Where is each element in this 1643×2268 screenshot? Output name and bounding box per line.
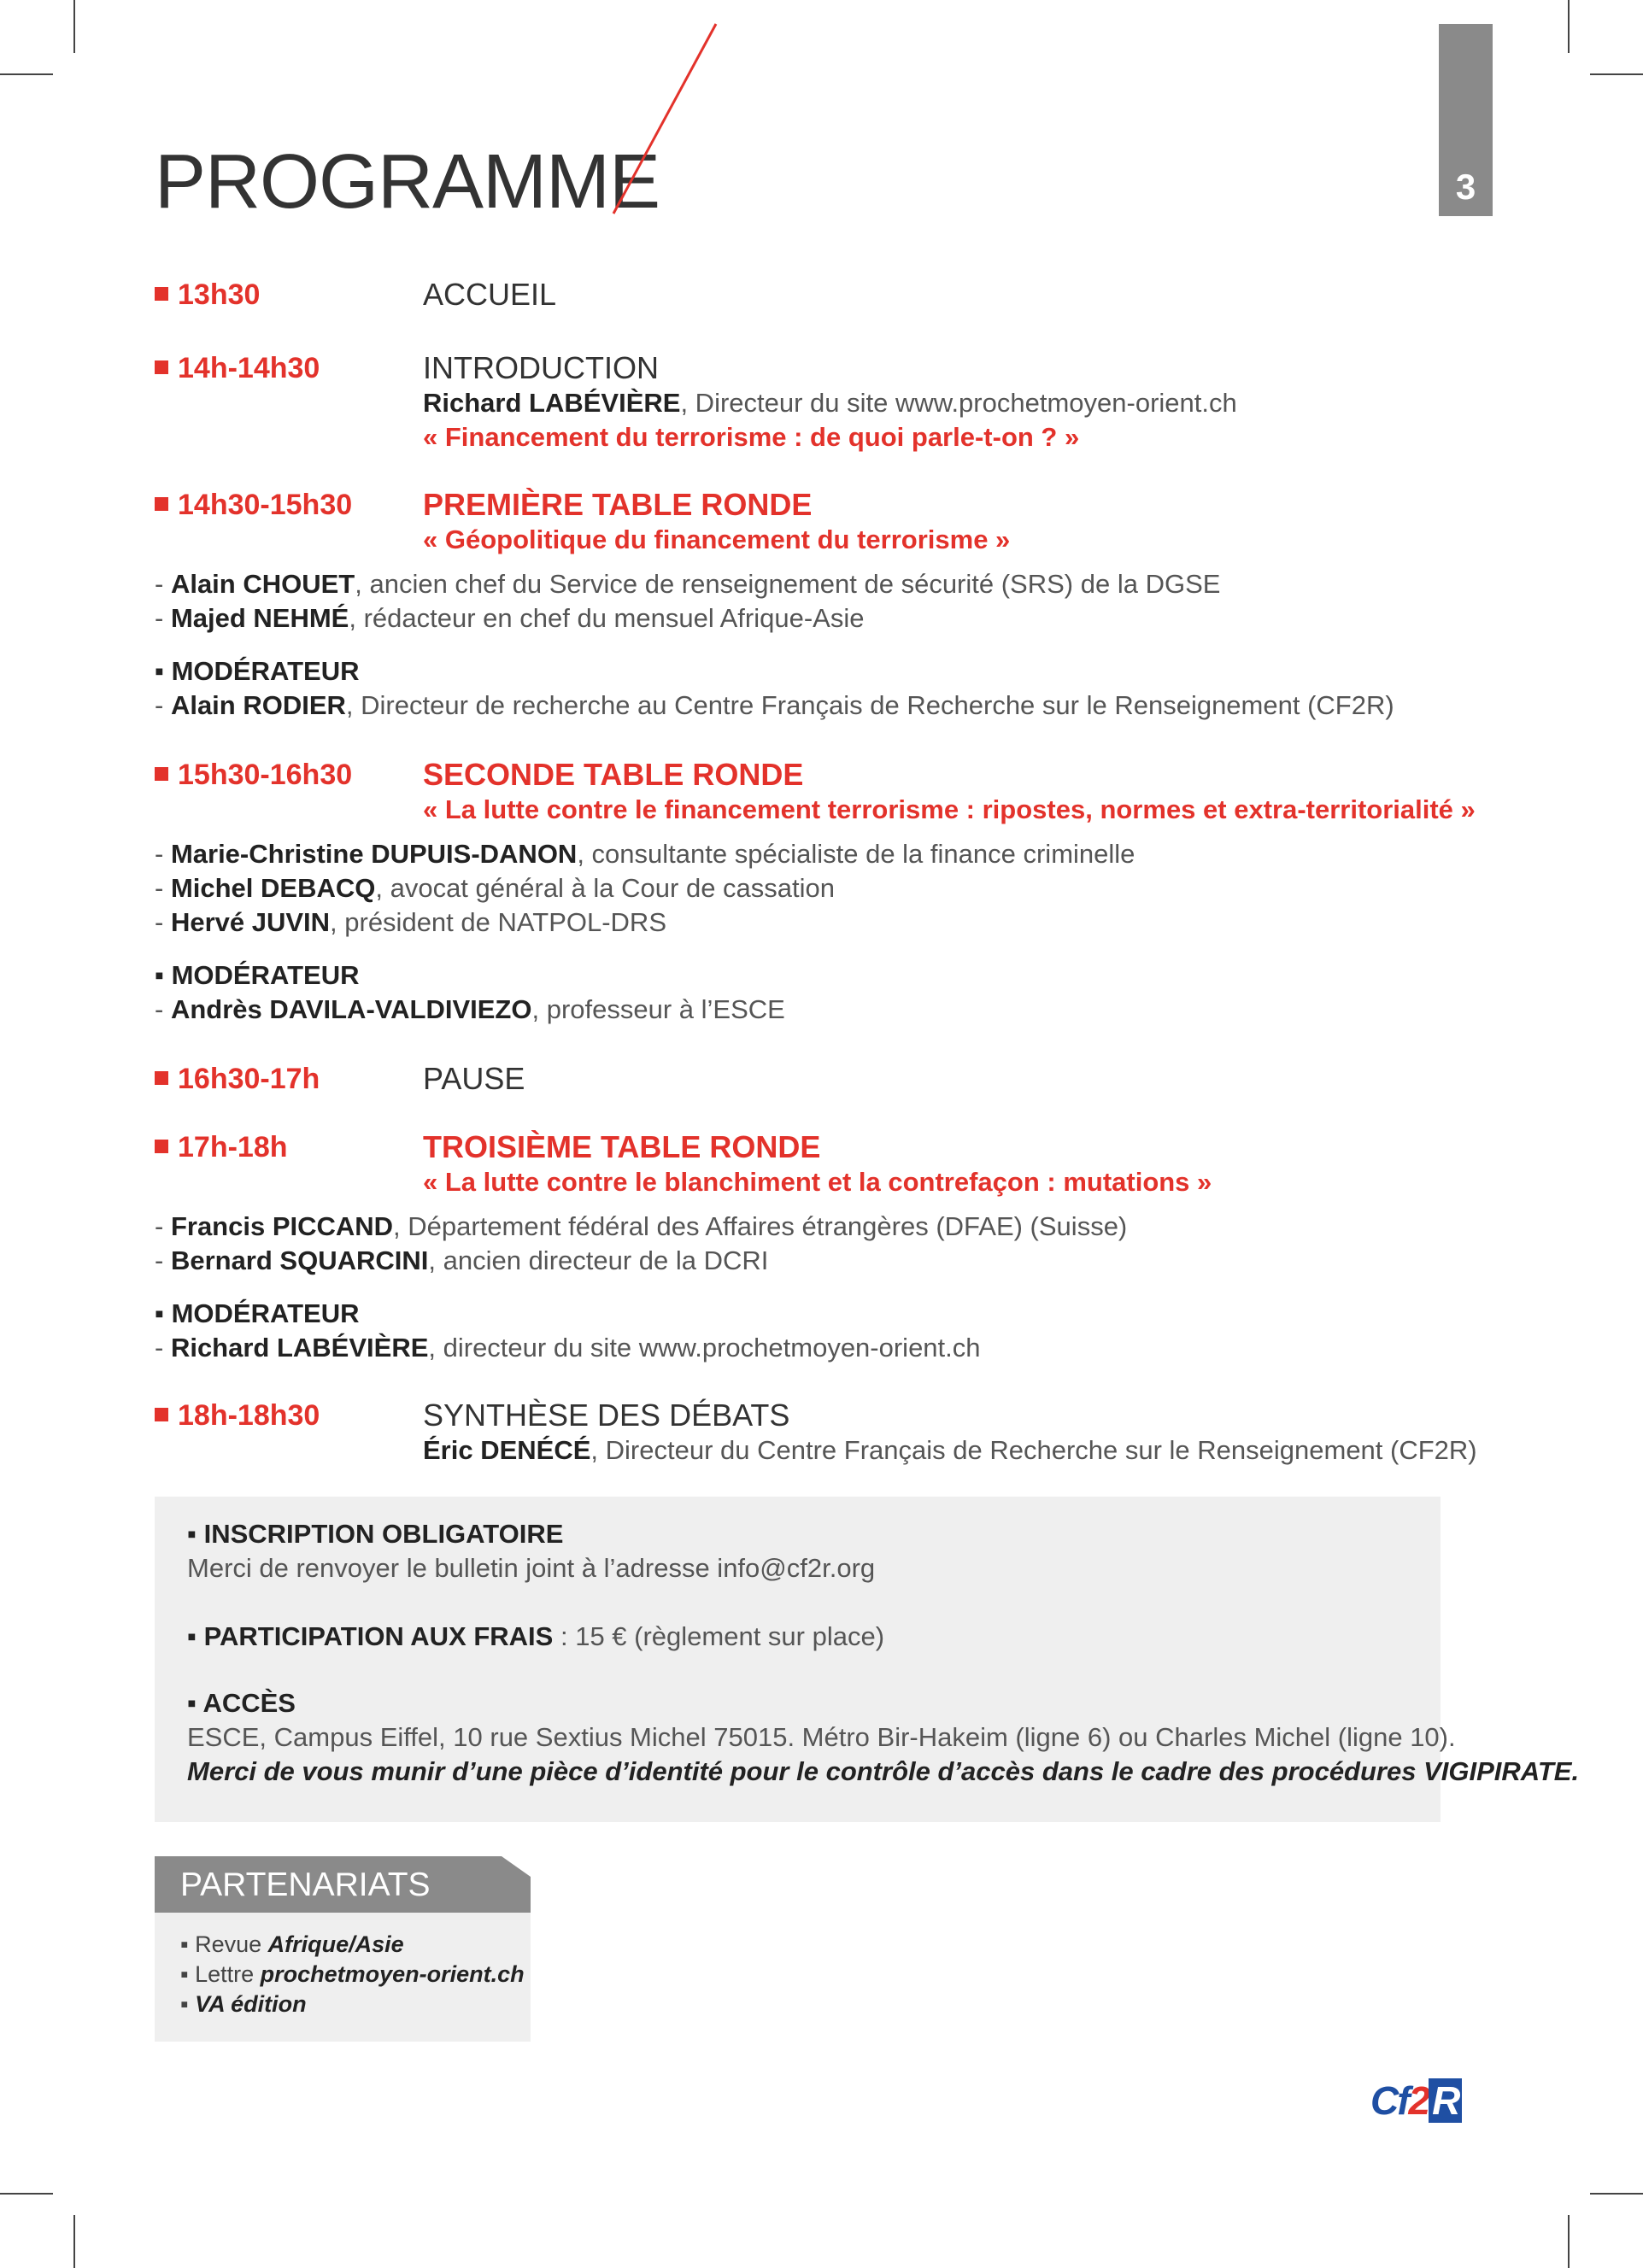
info-box [155, 1497, 1580, 1822]
schedule-time: 14h-14h30 [178, 352, 320, 384]
crop-mark [1590, 2193, 1643, 2195]
corner-notch [502, 1856, 531, 1877]
moderator-name: Andrès DAVILA-VALDIVIEZO [170, 994, 532, 1024]
session-quote: « La lutte contre le financement terrorisme : ripostes, normes et extra-territorialité » [423, 794, 1476, 824]
list-item: ▪ Lettre prochetmoyen-orient.ch [180, 1961, 525, 1987]
frais-text: : 15 € (règlement sur place) [553, 1621, 885, 1651]
participant-role: , avocat général à la Cour de cassation [375, 873, 836, 903]
speaker-name: Éric DENÉCÉ [423, 1435, 591, 1465]
partners-title: PARTENARIATS [180, 1867, 431, 1903]
crop-mark [73, 2215, 75, 2268]
crop-mark [1590, 73, 1643, 75]
speaker-line [423, 388, 1237, 419]
participant-role: , Département fédéral des Affaires étrangères (DFAE) (Suisse) [393, 1211, 1128, 1241]
schedule-time: 17h-18h [178, 1131, 288, 1163]
partner-name: Afrique/Asie [267, 1931, 404, 1957]
bullet-square-icon [155, 767, 168, 781]
partner-name: prochetmoyen-orient.ch [260, 1961, 525, 1987]
partners-list [155, 1913, 531, 2042]
participant-name: Majed NEHMÉ [170, 603, 349, 633]
page-title: PROGRAMME [155, 139, 660, 225]
partner-name: VA édition [195, 1991, 307, 2017]
partners-header [155, 1856, 531, 1913]
crop-mark [1568, 0, 1570, 53]
participant-name: Bernard SQUARCINI [170, 1245, 429, 1275]
moderator-line: - Alain RODIER, Directeur de recherche au Centre Français de Recherche sur le Renseignement (CF2R) [155, 690, 1394, 720]
moderator-role: , Directeur de recherche au Centre Français de Recherche sur le Renseignement (CF2R) [345, 690, 1394, 720]
bullet-square-icon [155, 360, 168, 374]
session-quote: « La lutte contre le blanchiment et la contrefaçon : mutations » [423, 1167, 1212, 1197]
participant-line: - Francis PICCAND, Département fédéral des Affaires étrangères (DFAE) (Suisse) [155, 1211, 1128, 1241]
crop-mark [0, 2193, 53, 2195]
schedule-heading: PREMIÈRE TABLE RONDE [423, 487, 813, 522]
moderator-name: Alain RODIER [170, 690, 346, 720]
page-number: 3 [1455, 167, 1476, 207]
participant-role: , consultante spécialiste de la finance criminelle [577, 839, 1135, 869]
acces-text: ESCE, Campus Eiffel, 10 rue Sextius Michel 75015. Métro Bir-Hakeim (ligne 6) ou Charles Michel (ligne 10). [187, 1722, 1456, 1752]
moderator-role: , professeur à l’ESCE [531, 994, 785, 1024]
moderator-line: - Andrès DAVILA-VALDIVIEZO, professeur à l’ESCE [155, 994, 785, 1024]
session-quote: « Financement du terrorisme : de quoi parle-t-on ? » [423, 422, 1080, 452]
schedule-heading: SYNTHÈSE DES DÉBATS [423, 1398, 790, 1433]
cf2r-logo: Cf2R [1370, 2078, 1462, 2124]
schedule-time: 16h30-17h [178, 1063, 320, 1095]
participant-name: Francis PICCAND [170, 1211, 394, 1241]
slash-decoration [0, 0, 769, 256]
frais-line: ▪ PARTICIPATION AUX FRAIS : 15 € (règlement sur place) [187, 1621, 885, 1651]
bullet-square-icon [155, 1140, 168, 1153]
schedule-time: 14h30-15h30 [178, 489, 353, 521]
schedule-heading: PAUSE [423, 1061, 525, 1096]
speaker-role: , Directeur du Centre Français de Recherche sur le Renseignement (CF2R) [590, 1435, 1477, 1465]
participant-role: , ancien chef du Service de renseignement de sécurité (SRS) de la DGSE [355, 569, 1221, 599]
speaker-role: , Directeur du site www.prochetmoyen-orient.ch [680, 388, 1237, 418]
schedule-heading: ACCUEIL [423, 277, 557, 312]
moderator-line: - Richard LABÉVIÈRE, directeur du site www.prochetmoyen-orient.ch [155, 1333, 981, 1363]
participant-role: , ancien directeur de la DCRI [428, 1245, 769, 1275]
inscription-text: Merci de renvoyer le bulletin joint à l’adresse info@cf2r.org [187, 1553, 876, 1583]
participant-line: - Marie-Christine DUPUIS-DANON, consultante spécialiste de la finance criminelle [155, 839, 1135, 869]
participant-name: Hervé JUVIN [170, 907, 331, 937]
acces-label: ▪ ACCÈS [187, 1688, 296, 1718]
inscription-label: ▪ INSCRIPTION OBLIGATOIRE [187, 1519, 564, 1549]
moderator-label: ▪ MODÉRATEUR [155, 960, 360, 990]
acces-note: Merci de vous munir d’une pièce d’identité pour le contrôle d’accès dans le cadre des procédures VIGIPIRATE. [187, 1756, 1580, 1786]
schedule-time: 15h30-16h30 [178, 759, 353, 791]
schedule-time: 13h30 [178, 278, 261, 311]
participant-name: Marie-Christine DUPUIS-DANON [170, 839, 578, 869]
schedule-time: 18h-18h30 [178, 1399, 320, 1432]
moderator-label: ▪ MODÉRATEUR [155, 1298, 360, 1328]
list-item: ▪ VA édition [180, 1991, 307, 2017]
bullet-square-icon [155, 497, 168, 511]
crop-mark [1568, 2215, 1570, 2268]
bullet-square-icon [155, 1408, 168, 1421]
participant-name: Alain CHOUET [170, 569, 355, 599]
participant-line: - Michel DEBACQ, avocat général à la Cour de cassation [155, 873, 836, 903]
participant-line: - Hervé JUVIN, président de NATPOL-DRS [155, 907, 666, 937]
participant-name: Michel DEBACQ [170, 873, 376, 903]
moderator-role: , directeur du site www.prochetmoyen-orient.ch [428, 1333, 981, 1363]
participant-line: - Bernard SQUARCINI, ancien directeur de la DCRI [155, 1245, 769, 1275]
frais-label: PARTICIPATION AUX FRAIS [203, 1621, 554, 1651]
list-item: ▪ Revue Afrique/Asie [180, 1931, 404, 1957]
bullet-square-icon [155, 1071, 168, 1085]
session-quote: « Géopolitique du financement du terrorisme » [423, 525, 1011, 554]
participant-line: - Majed NEHMÉ, rédacteur en chef du mensuel Afrique-Asie [155, 603, 865, 633]
speaker-name: Richard LABÉVIÈRE [423, 388, 681, 418]
moderator-name: Richard LABÉVIÈRE [170, 1333, 429, 1363]
schedule-heading: TROISIÈME TABLE RONDE [423, 1129, 821, 1164]
schedule-heading: INTRODUCTION [423, 350, 659, 385]
speaker-line [423, 1435, 1477, 1466]
schedule-heading: SECONDE TABLE RONDE [423, 757, 804, 792]
moderator-label: ▪ MODÉRATEUR [155, 656, 360, 686]
participant-role: , président de NATPOL-DRS [330, 907, 666, 937]
bullet-square-icon [155, 287, 168, 301]
participant-line: - Alain CHOUET, ancien chef du Service de renseignement de sécurité (SRS) de la DGSE [155, 569, 1221, 599]
participant-role: , rédacteur en chef du mensuel Afrique-Asie [349, 603, 865, 633]
